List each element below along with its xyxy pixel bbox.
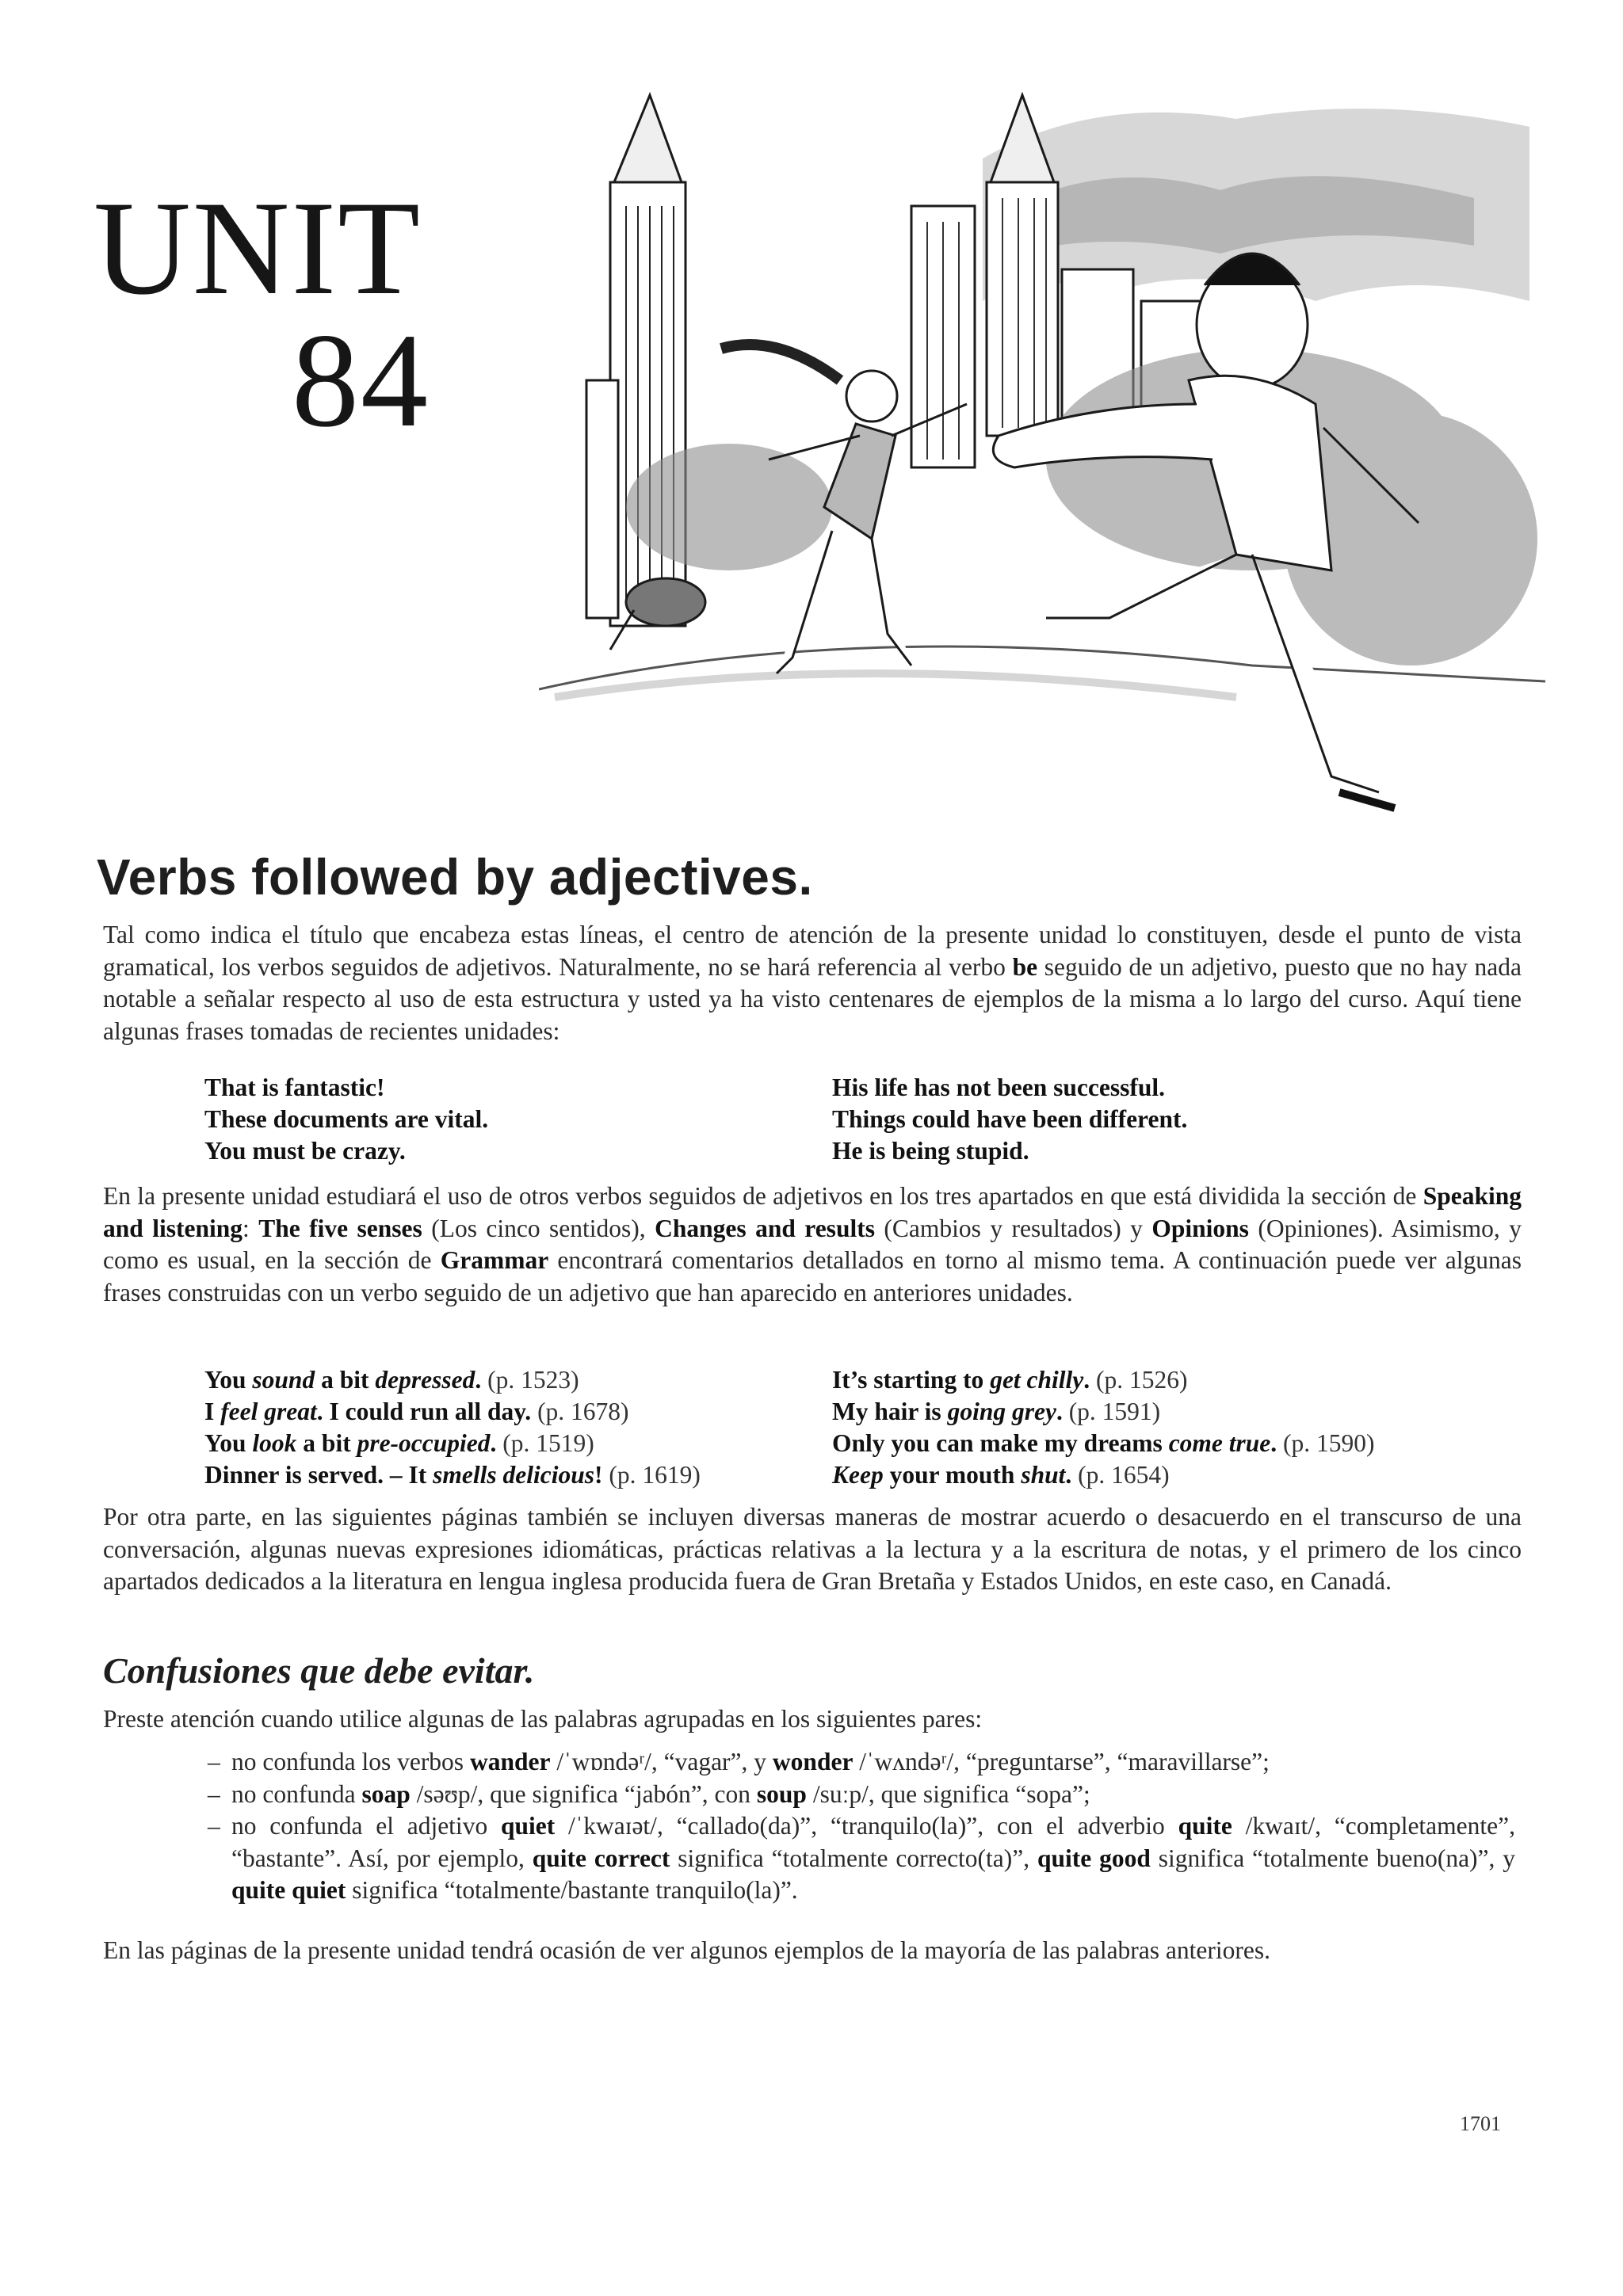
example-sentence: You look a bit pre-occupied. (p. 1519) xyxy=(204,1429,594,1457)
example-sentence: Dinner is served. – It smells delicious! (p. 1619) xyxy=(204,1461,701,1489)
example-sentence: Keep your mouth shut. (p. 1654) xyxy=(832,1461,1170,1489)
examples2-left-column xyxy=(204,1364,701,1491)
paragraph-5: En las páginas de la presente unidad tendrá ocasión de ver algunos ejemplos de la mayoría de las palabras anteriores. xyxy=(103,1936,1270,1964)
unit-number: 84 xyxy=(292,305,430,455)
example-sentence: You sound a bit depressed. (p. 1523) xyxy=(204,1366,579,1394)
unit-title xyxy=(94,174,430,455)
examples-right-column xyxy=(832,1072,1187,1167)
example-sentence: Things could have been different. xyxy=(832,1105,1188,1133)
example-sentence: Only you can make my dreams come true. (p. 1590) xyxy=(832,1429,1375,1457)
example-sentence: My hair is going grey. (p. 1591) xyxy=(832,1398,1161,1425)
example-sentence: His life has not been successful. xyxy=(832,1074,1166,1101)
confusions-subheading: Confusiones que debe evitar. xyxy=(103,1650,535,1691)
intro-paragraph: Tal como indica el título que encabeza estas líneas, el centro de atención de la presente unidad lo constituyen, desde el punto de vista gramatical, los verbos seguidos de adjetivos. Naturalmente, no se hará referencia al verbo be seguido de un adjetivo, puesto que no hay nada notable a señalar respecto al uso de esta estructura y usted ya ha visto centenares de ejemplos de la misma a lo largo del curso. Aquí tiene algunas frases tomadas de recientes unidades: xyxy=(103,921,1522,1045)
unit-word: UNIT xyxy=(94,174,422,322)
example-sentence: It’s starting to get chilly. (p. 1526) xyxy=(832,1366,1188,1394)
paragraph-3: Por otra parte, en las siguientes páginas también se incluyen diversas maneras de mostrar acuerdo o desacuerdo en el transcurso de una conversación, algunas nuevas expresiones idiomáticas, prácticas relativas a la lectura y a la escritura de notas, y el primero de los cinco apartados dedicados a la literatura en lengua inglesa producida fuera de Gran Bretaña y Estados Unidos, en este caso, en Canadá. xyxy=(103,1503,1522,1595)
example-sentence: He is being stupid. xyxy=(832,1137,1029,1165)
list-item: – no confunda soap /səʊp/, que significa “jabón”, con soup /suːp/, que significa “sopa”; xyxy=(208,1779,1515,1811)
examples2-right-column xyxy=(832,1364,1375,1491)
example-sentence: These documents are vital. xyxy=(204,1105,489,1133)
paragraph-2: En la presente unidad estudiará el uso de otros verbos seguidos de adjetivos en los tres apartados en que está dividida la sección de Speaking and listening: The five senses (Los cinco sentidos), Changes and results (Cambios y resultados) y Opinions (Opiniones). Asimismo, y como es usual, en la sección de Grammar encontrará comentarios detallados en torno al mismo tema. A continuación puede ver algunas frases construidas con un verbo seguido de un adjetivo que han aparecido en anteriores unidades. xyxy=(103,1182,1522,1306)
section-heading: Verbs followed by adjectives. xyxy=(97,849,813,906)
example-sentence: I feel great. I could run all day. (p. 1678) xyxy=(204,1398,629,1425)
paragraph-4: Preste atención cuando utilice algunas de las palabras agrupadas en los siguientes pares: xyxy=(103,1705,983,1733)
confusions-list xyxy=(208,1746,1515,1907)
example-sentence: You must be crazy. xyxy=(204,1137,406,1165)
examples-left-column xyxy=(204,1072,488,1167)
example-sentence: That is fantastic! xyxy=(204,1074,385,1101)
list-item: – no confunda el adjetivo quiet /ˈkwaɪət/, “callado(da)”, “tranquilo(la)”, con el adverbio quite /kwaɪt/, “completamente”, “bastante”. Así, por ejemplo, quite correct significa “totalmente correcto(ta)”, quite good significa “totalmente bueno(na)”, y quite quiet significa “totalmente/bastante tranquilo(la)”. xyxy=(208,1810,1515,1907)
skaters-illustration xyxy=(539,63,1545,911)
page-number: 1701 xyxy=(1460,2112,1501,2135)
list-item: – no confunda los verbos wander /ˈwɒndəʳ/, “vagar”, y wonder /ˈwʌndəʳ/, “preguntarse”, “maravillarse”; xyxy=(208,1746,1515,1779)
